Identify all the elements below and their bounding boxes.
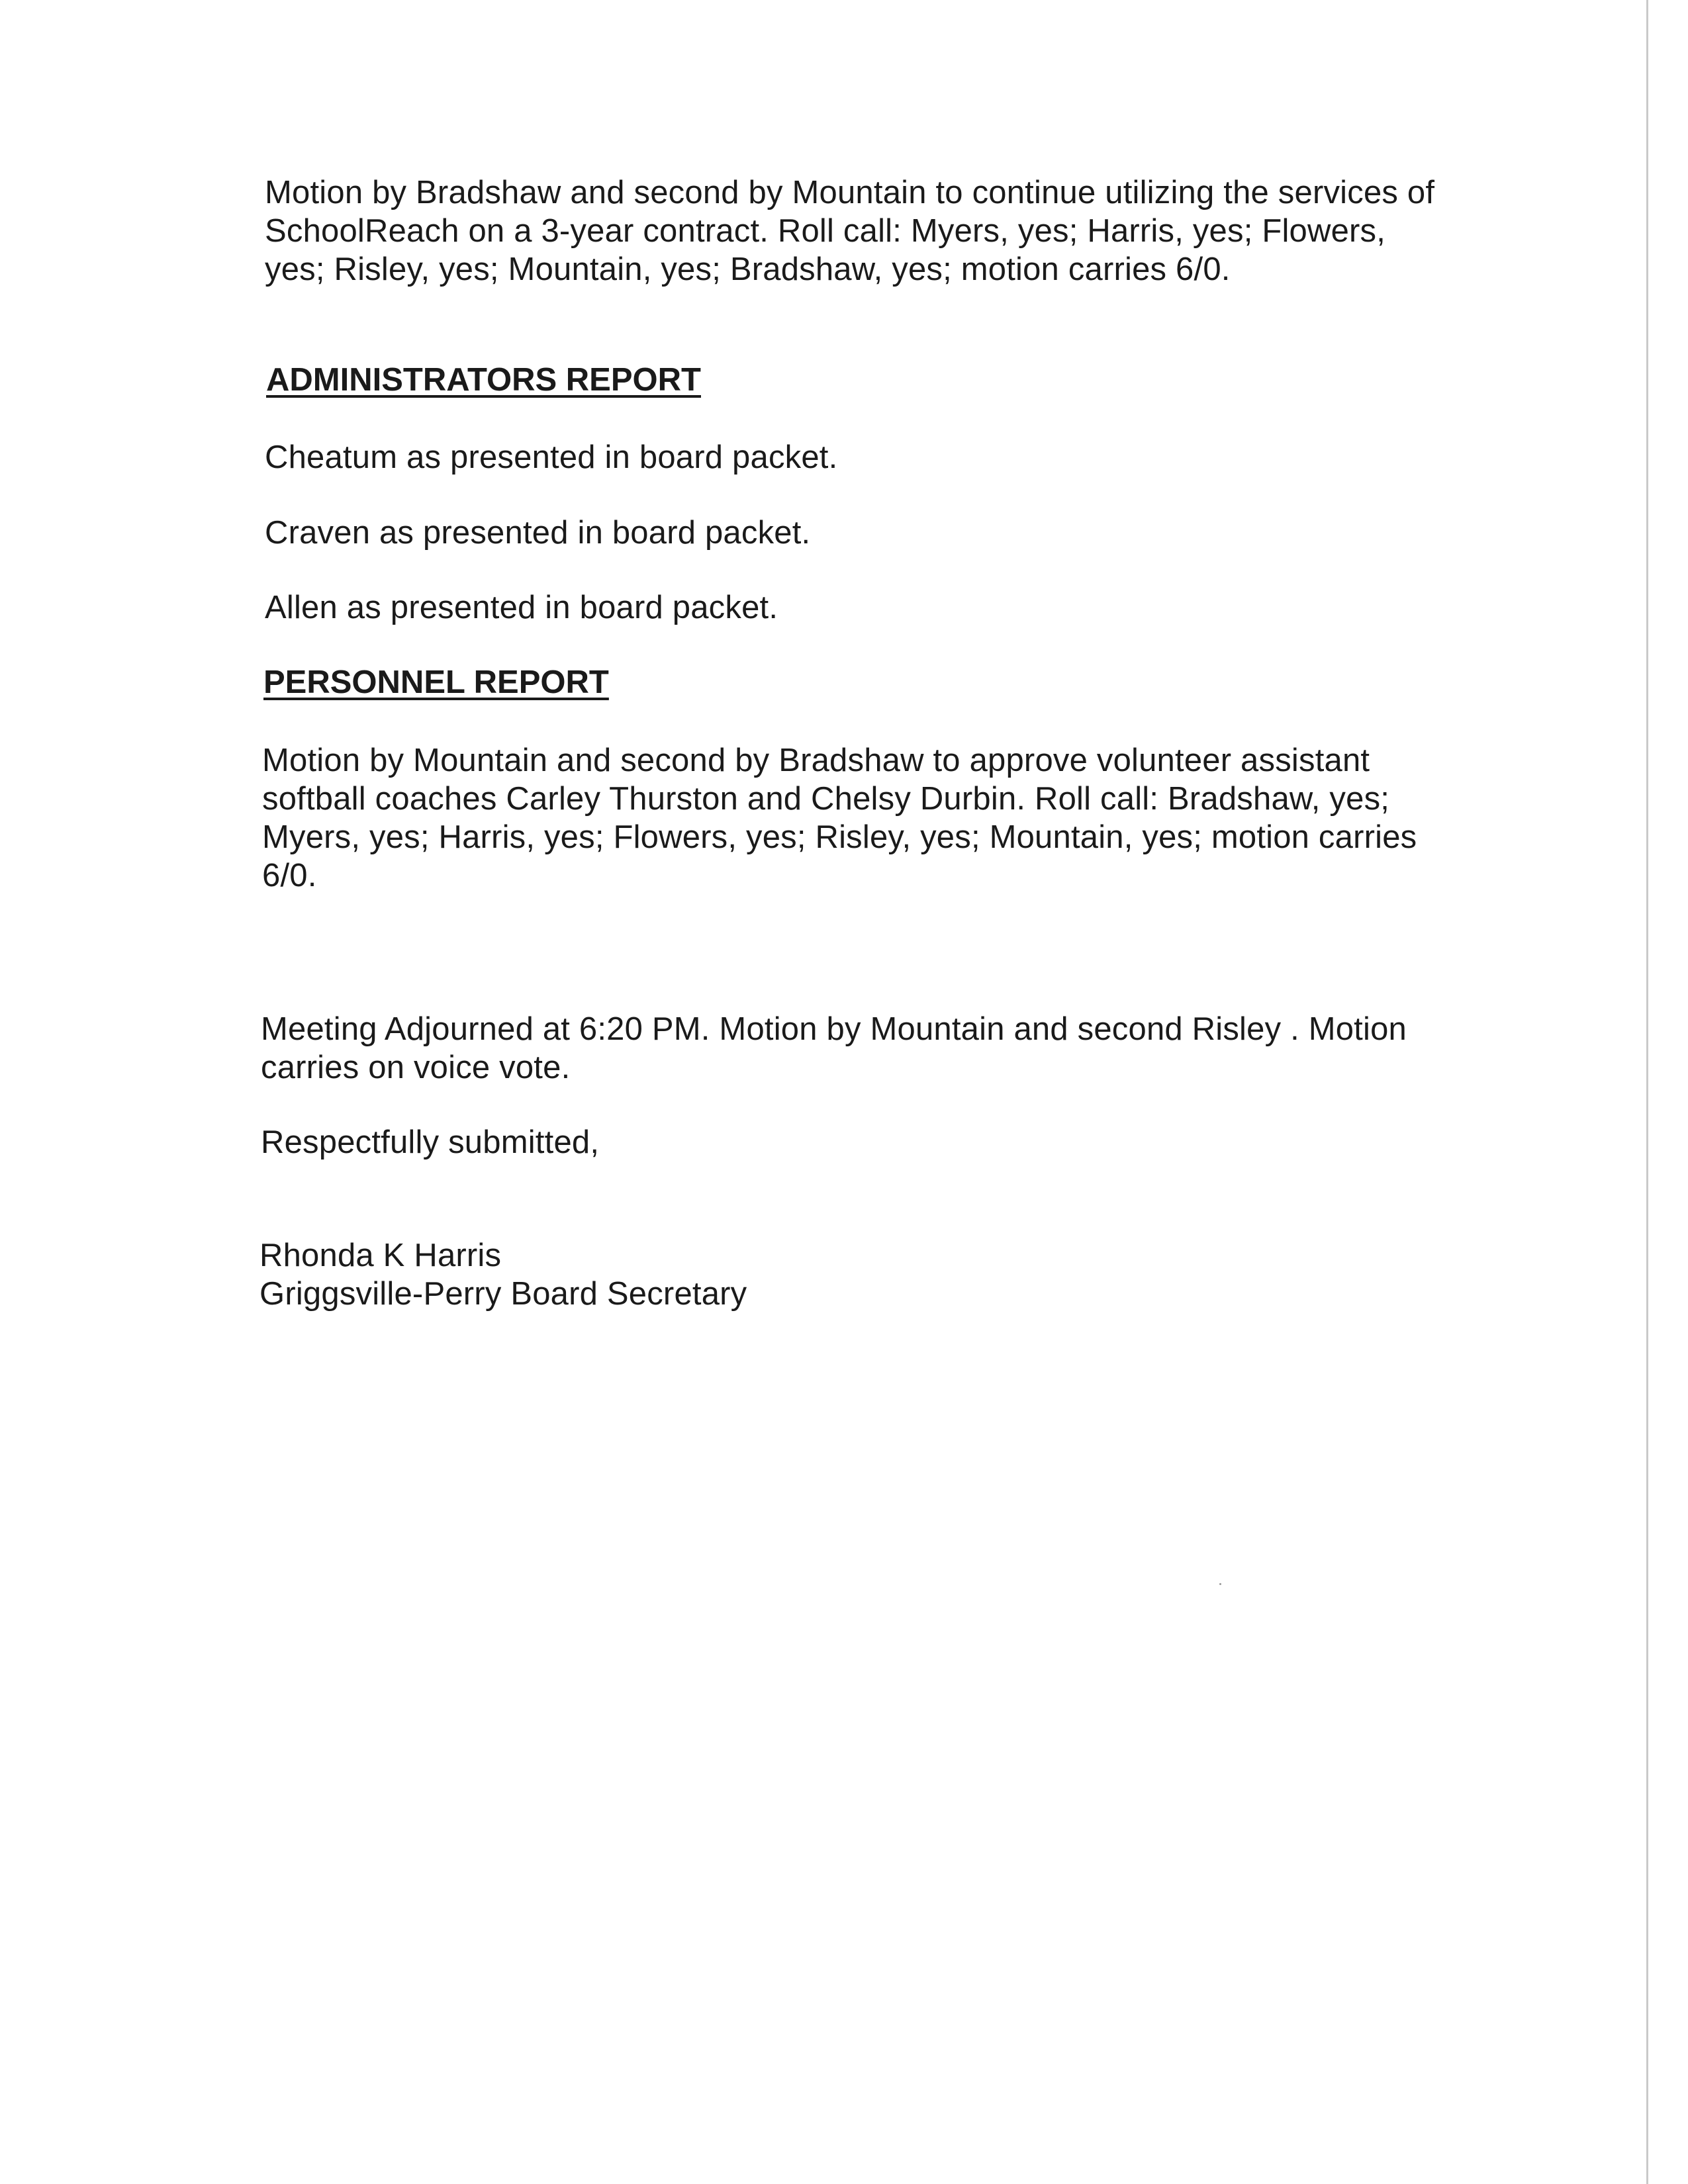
closing-salutation: Respectfully submitted,	[261, 1124, 600, 1160]
administrators-report-heading: ADMINISTRATORS REPORT	[266, 362, 701, 398]
personnel-motion-line-2: softball coaches Carley Thurston and Chelsy Durbin. Roll call: Bradshaw, yes;	[262, 781, 1390, 817]
personnel-motion-paragraph	[262, 741, 1467, 895]
personnel-motion-line-1: Motion by Mountain and second by Bradshaw to approve volunteer assistant	[262, 743, 1370, 778]
scan-edge-line	[1646, 0, 1648, 2184]
personnel-report-heading: PERSONNEL REPORT	[263, 664, 609, 700]
motion-schoolreach-line-2: SchoolReach on a 3-year contract. Roll call: Myers, yes; Harris, yes; Flowers,	[265, 213, 1386, 249]
adjournment-line-2: carries on voice vote.	[261, 1050, 571, 1085]
adjournment-line-1: Meeting Adjourned at 6:20 PM. Motion by Mountain and second Risley . Motion	[261, 1011, 1407, 1047]
admin-report-item-allen: Allen as presented in board packet.	[265, 590, 778, 625]
scan-speck	[1219, 1583, 1221, 1585]
motion-schoolreach-paragraph	[265, 173, 1470, 289]
secretary-name: Rhonda K Harris	[259, 1238, 502, 1273]
personnel-motion-line-4: 6/0.	[262, 858, 317, 893]
admin-report-item-craven: Craven as presented in board packet.	[265, 515, 811, 551]
admin-report-item-cheatum: Cheatum as presented in board packet.	[265, 439, 838, 475]
personnel-motion-line-3: Myers, yes; Harris, yes; Flowers, yes; Risley, yes; Mountain, yes; motion carries	[262, 819, 1417, 855]
motion-schoolreach-line-1: Motion by Bradshaw and second by Mountain to continue utilizing the services of	[265, 175, 1435, 210]
motion-schoolreach-line-3: yes; Risley, yes; Mountain, yes; Bradshaw, yes; motion carries 6/0.	[265, 251, 1231, 287]
adjournment-paragraph	[261, 1010, 1466, 1087]
secretary-title: Griggsville-Perry Board Secretary	[259, 1276, 747, 1312]
signature-block	[259, 1236, 1464, 1313]
